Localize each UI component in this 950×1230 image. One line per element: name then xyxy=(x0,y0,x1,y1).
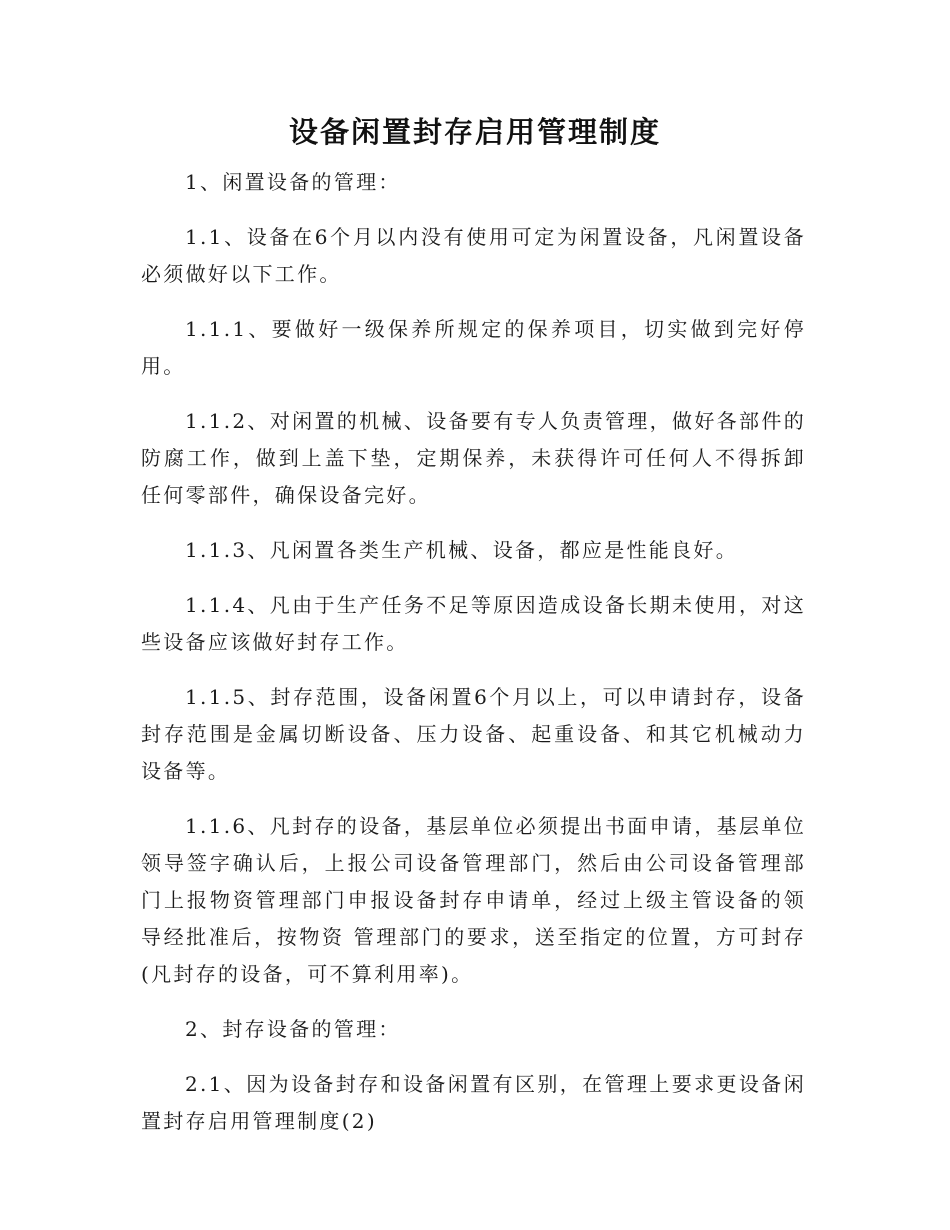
paragraph-1-1-2: 1.1.2、对闲置的机械、设备要有专人负责管理，做好各部件的防腐工作，做到上盖下垫，定期保养，未获得许可任何人不得拆卸任何零部件，确保设备完好。 xyxy=(141,409,806,507)
paragraph-1: 1、闲置设备的管理： xyxy=(185,170,401,194)
paragraph-1-1: 1.1、设备在6个月以内没有使用可定为闲置设备，凡闲置设备必须做好以下工作。 xyxy=(141,225,806,286)
paragraph-1-1-4: 1.1.4、凡由于生产任务不足等原因造成设备长期未使用，对这些设备应该做好封存工作。 xyxy=(141,593,806,654)
paragraph-2-1: 2.1、因为设备封存和设备闲置有区别，在管理上要求更设备闲置封存启用管理制度(2) xyxy=(141,1072,806,1133)
paragraph-1-1-3: 1.1.3、凡闲置各类生产机械、设备，都应是性能良好。 xyxy=(185,538,738,562)
paragraph-1-1-1: 1.1.1、要做好一级保养所规定的保养项目，切实做到完好停用。 xyxy=(141,317,806,378)
paragraph-2: 2、封存设备的管理： xyxy=(185,1017,401,1041)
paragraph-1-1-6: 1.1.6、凡封存的设备，基层单位必须提出书面申请，基层单位领导签字确认后，上报公司设备管理部门，然后由公司设备管理部门上报物资管理部门申报设备封存申请单，经过上级主管设备的领导经批准后，按物资 管理部门的要求，送至指定的位置，方可封存(凡封存的设备，可不算利用率)。 xyxy=(141,814,806,986)
paragraph-1-1-5: 1.1.5、封存范围，设备闲置6个月以上，可以申请封存，设备封存范围是金属切断设备、压力设备、起重设备、和其它机械动力设备等。 xyxy=(141,685,806,783)
document-title: 设备闲置封存启用管理制度 xyxy=(288,115,661,149)
document-body xyxy=(141,164,806,1158)
